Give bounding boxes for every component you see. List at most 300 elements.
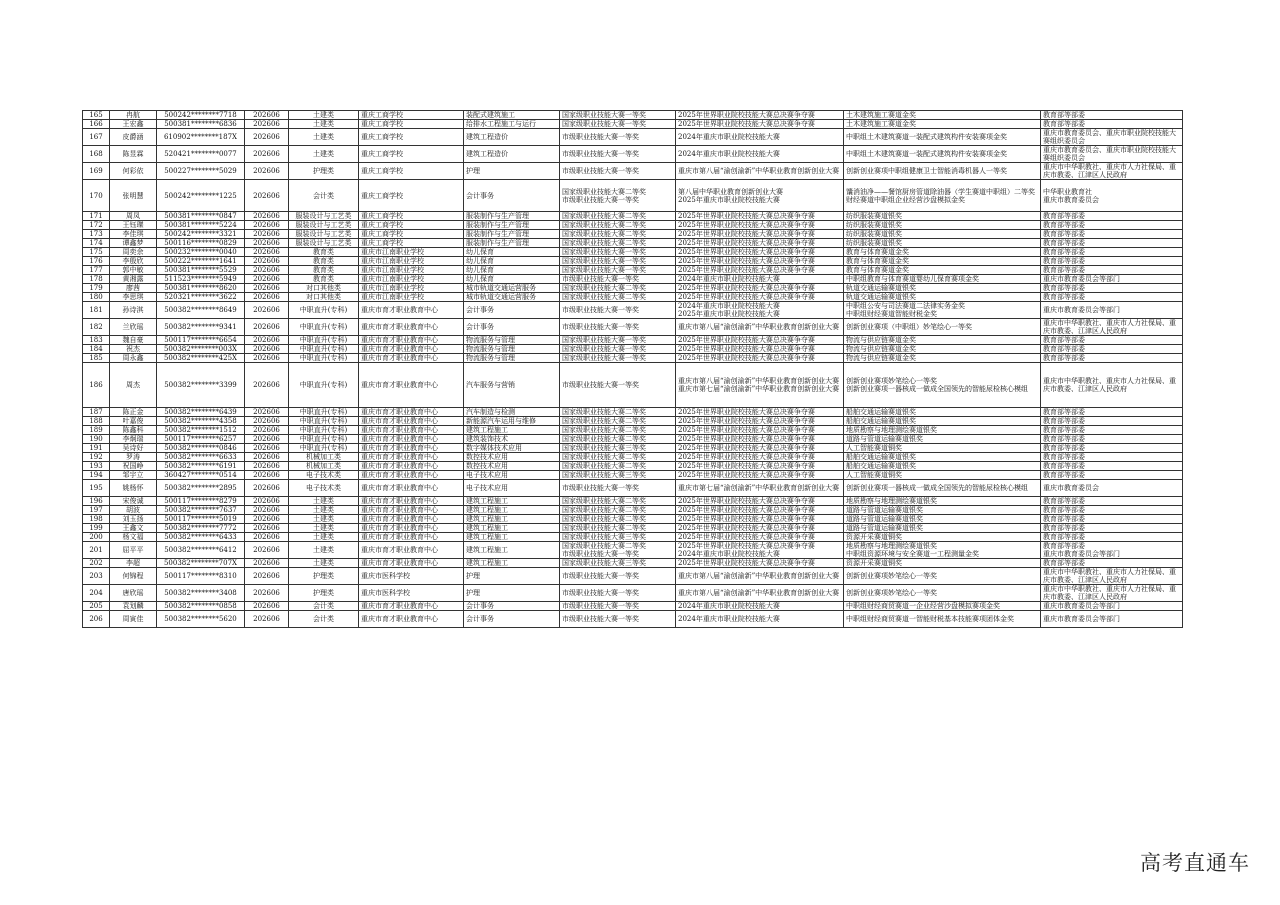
cell-id-number: 500117********8279 bbox=[157, 497, 245, 506]
cell-organizer: 重庆市中华职教社、重庆市人力社保局、重庆市教委、江津区人民政府 bbox=[1041, 319, 1183, 336]
cell-school: 重庆市育才职业教育中心 bbox=[359, 602, 464, 611]
cell-major: 建筑工程造价 bbox=[464, 129, 560, 146]
cell-organizer: 教育部等部委 bbox=[1041, 417, 1183, 426]
cell-id-number: 500381********5529 bbox=[157, 266, 245, 275]
cell-organizer: 重庆市教育委员会、重庆市职业院校技能大赛组织委员会 bbox=[1041, 146, 1183, 163]
cell-event: 2025年世界职业院校技能大赛总决赛争夺赛 bbox=[676, 221, 844, 230]
table-row bbox=[83, 568, 1183, 585]
cell-school: 重庆市育才职业教育中心 bbox=[359, 453, 464, 462]
table-row bbox=[83, 163, 1183, 180]
cell-award-level: 国家级职业技能大赛三等奖 bbox=[560, 444, 676, 453]
cell-track-award: 物流与供应链赛道金奖 bbox=[844, 354, 1041, 363]
cell-organizer: 教育部等部委 bbox=[1041, 212, 1183, 221]
cell-name: 黄湘露 bbox=[110, 275, 157, 284]
cell-major: 服装制作与生产管理 bbox=[464, 239, 560, 248]
cell-event: 2025年世界职业院校技能大赛总决赛争夺赛 bbox=[676, 212, 844, 221]
cell-event: 2025年世界职业院校技能大赛总决赛争夺赛 bbox=[676, 111, 844, 120]
cell-award-level: 国家级职业技能大赛二等奖 bbox=[560, 212, 676, 221]
cell-major: 物流服务与管理 bbox=[464, 345, 560, 354]
cell-id-number: 500382********2895 bbox=[157, 480, 245, 497]
cell-id-number: 500382********425X bbox=[157, 354, 245, 363]
cell-id-number: 500381********0847 bbox=[157, 212, 245, 221]
cell-name: 兰欣瑶 bbox=[110, 319, 157, 336]
cell-organizer: 教育部等部委 bbox=[1041, 462, 1183, 471]
cell-major: 物流服务与管理 bbox=[464, 354, 560, 363]
cell-school: 重庆市育才职业教育中心 bbox=[359, 524, 464, 533]
cell-name: 唐欣瑶 bbox=[110, 585, 157, 602]
cell-organizer: 重庆市教育委员会、重庆市职业院校技能大赛组织委员会 bbox=[1041, 129, 1183, 146]
cell-major: 城市轨道交通运营服务 bbox=[464, 293, 560, 302]
cell-name: 袁划麟 bbox=[110, 602, 157, 611]
cell-number: 165 bbox=[83, 111, 110, 120]
cell-track-award: 道路与管道运输赛道银奖 bbox=[844, 506, 1041, 515]
cell-number: 174 bbox=[83, 239, 110, 248]
cell-track-award: 人工智能赛道铜奖 bbox=[844, 471, 1041, 480]
cell-number: 181 bbox=[83, 302, 110, 319]
cell-year: 202606 bbox=[245, 542, 289, 559]
cell-event: 2025年世界职业院校技能大赛总决赛争夺赛 bbox=[676, 248, 844, 257]
cell-id-number: 500382********707X bbox=[157, 559, 245, 568]
cell-track-award: 物流与供应链赛道金奖 bbox=[844, 345, 1041, 354]
table-row bbox=[83, 111, 1183, 120]
cell-event: 2024年重庆市职业院校技能大赛 bbox=[676, 602, 844, 611]
cell-name: 姚杨怀 bbox=[110, 480, 157, 497]
cell-name: 张明慧 bbox=[110, 180, 157, 212]
cell-category: 机械加工类 bbox=[289, 453, 359, 462]
cell-number: 198 bbox=[83, 515, 110, 524]
cell-award-level: 国家级职业技能大赛二等奖 bbox=[560, 417, 676, 426]
cell-category: 土建类 bbox=[289, 515, 359, 524]
cell-year: 202606 bbox=[245, 408, 289, 417]
cell-category: 土建类 bbox=[289, 120, 359, 129]
cell-organizer: 重庆市中华职教社、重庆市人力社保局、重庆市教委、江津区人民政府 bbox=[1041, 363, 1183, 408]
cell-school: 重庆市育才职业教育中心 bbox=[359, 506, 464, 515]
cell-number: 180 bbox=[83, 293, 110, 302]
table-row bbox=[83, 462, 1183, 471]
cell-major: 给排水工程施工与运行 bbox=[464, 120, 560, 129]
cell-year: 202606 bbox=[245, 559, 289, 568]
cell-id-number: 500227********5029 bbox=[157, 163, 245, 180]
cell-award-level: 国家级职业技能大赛二等奖 市级职业技能大赛一等奖 bbox=[560, 180, 676, 212]
cell-id-number: 500382********6433 bbox=[157, 533, 245, 542]
table-row bbox=[83, 275, 1183, 284]
cell-award-level: 国家级职业技能大赛二等奖 bbox=[560, 239, 676, 248]
cell-organizer: 教育部等部委 重庆市教育委员会等部门 bbox=[1041, 542, 1183, 559]
cell-track-award: 纺织服装赛道银奖 bbox=[844, 212, 1041, 221]
cell-event: 2025年世界职业院校技能大赛总决赛争夺赛 bbox=[676, 408, 844, 417]
table-row bbox=[83, 506, 1183, 515]
cell-category: 服装设计与工艺类 bbox=[289, 239, 359, 248]
cell-event: 重庆市第八届“渝创渝新”中华职业教育创新创业大赛 bbox=[676, 585, 844, 602]
cell-award-level: 市级职业技能大赛一等奖 bbox=[560, 585, 676, 602]
cell-award-level: 国家级职业技能大赛一等奖 bbox=[560, 248, 676, 257]
cell-organizer: 教育部等部委 bbox=[1041, 506, 1183, 515]
cell-school: 重庆市医科学校 bbox=[359, 585, 464, 602]
cell-event: 2025年世界职业院校技能大赛总决赛争夺赛 bbox=[676, 293, 844, 302]
cell-number: 169 bbox=[83, 163, 110, 180]
cell-school: 重庆工商学校 bbox=[359, 120, 464, 129]
cell-id-number: 500382********4358 bbox=[157, 417, 245, 426]
cell-event: 2025年世界职业院校技能大赛总决赛争夺赛 bbox=[676, 345, 844, 354]
cell-name: 魏自豪 bbox=[110, 336, 157, 345]
cell-award-level: 国家级职业技能大赛三等奖 bbox=[560, 533, 676, 542]
cell-id-number: 500382********6633 bbox=[157, 453, 245, 462]
cell-number: 179 bbox=[83, 284, 110, 293]
cell-id-number: 500382********1512 bbox=[157, 426, 245, 435]
cell-organizer: 教育部等部委 bbox=[1041, 524, 1183, 533]
table-row bbox=[83, 602, 1183, 611]
cell-school: 重庆市育才职业教育中心 bbox=[359, 515, 464, 524]
cell-year: 202606 bbox=[245, 345, 289, 354]
table-row bbox=[83, 515, 1183, 524]
cell-number: 173 bbox=[83, 230, 110, 239]
cell-event: 2025年世界职业院校技能大赛总决赛争夺赛 bbox=[676, 462, 844, 471]
cell-category: 服装设计与工艺类 bbox=[289, 221, 359, 230]
table-row bbox=[83, 336, 1183, 345]
cell-award-level: 市级职业技能大赛一等奖 bbox=[560, 363, 676, 408]
cell-category: 土建类 bbox=[289, 533, 359, 542]
cell-id-number: 360427********0514 bbox=[157, 471, 245, 480]
cell-track-award: 中职组土木建筑赛道一装配式建筑构件安装赛项金奖 bbox=[844, 129, 1041, 146]
cell-school: 重庆市育才职业教育中心 bbox=[359, 542, 464, 559]
table-row bbox=[83, 319, 1183, 336]
cell-id-number: 500242********7718 bbox=[157, 111, 245, 120]
cell-id-number: 500381********5224 bbox=[157, 221, 245, 230]
cell-year: 202606 bbox=[245, 585, 289, 602]
cell-number: 205 bbox=[83, 602, 110, 611]
cell-major: 会计事务 bbox=[464, 302, 560, 319]
cell-track-award: 船舶交通运输赛道银奖 bbox=[844, 462, 1041, 471]
cell-award-level: 国家级职业技能大赛二等奖 bbox=[560, 506, 676, 515]
cell-category: 土建类 bbox=[289, 111, 359, 120]
cell-organizer: 教育部等部委 bbox=[1041, 120, 1183, 129]
cell-category: 中职直升(专科) bbox=[289, 363, 359, 408]
cell-number: 194 bbox=[83, 471, 110, 480]
cell-award-level: 国家级职业技能大赛二等奖 bbox=[560, 524, 676, 533]
cell-organizer: 教育部等部委 bbox=[1041, 354, 1183, 363]
cell-track-award: 教育与体育赛道金奖 bbox=[844, 257, 1041, 266]
cell-event: 重庆市第七届“渝创渝新”中华职业教育创新创业大赛 bbox=[676, 480, 844, 497]
cell-award-level: 国家级职业技能大赛二等奖 bbox=[560, 435, 676, 444]
cell-major: 建筑工程施工 bbox=[464, 559, 560, 568]
cell-name: 李超 bbox=[110, 559, 157, 568]
cell-year: 202606 bbox=[245, 524, 289, 533]
cell-major: 数字媒体技术应用 bbox=[464, 444, 560, 453]
cell-year: 202606 bbox=[245, 515, 289, 524]
cell-track-award: 中职组财经商贸赛道一智能财税基本技能赛项团体金奖 bbox=[844, 611, 1041, 628]
cell-school: 重庆市育才职业教育中心 bbox=[359, 435, 464, 444]
cell-organizer: 教育部等部委 bbox=[1041, 497, 1183, 506]
cell-major: 护理 bbox=[464, 585, 560, 602]
cell-award-level: 国家级职业技能大赛二等奖 bbox=[560, 284, 676, 293]
cell-organizer: 重庆市教育委员会等部门 bbox=[1041, 275, 1183, 284]
cell-major: 建筑工程施工 bbox=[464, 542, 560, 559]
cell-number: 172 bbox=[83, 221, 110, 230]
cell-school: 重庆工商学校 bbox=[359, 146, 464, 163]
cell-major: 幼儿保育 bbox=[464, 266, 560, 275]
cell-name: 李炯瑞 bbox=[110, 435, 157, 444]
cell-year: 202606 bbox=[245, 302, 289, 319]
cell-award-level: 国家级职业技能大赛二等奖 bbox=[560, 497, 676, 506]
cell-school: 重庆市育才职业教育中心 bbox=[359, 363, 464, 408]
table-row bbox=[83, 354, 1183, 363]
cell-award-level: 国家级职业技能大赛一等奖 bbox=[560, 336, 676, 345]
cell-event: 2025年世界职业院校技能大赛总决赛争夺赛 bbox=[676, 471, 844, 480]
cell-organizer: 教育部等部委 bbox=[1041, 336, 1183, 345]
cell-organizer: 教育部等部委 bbox=[1041, 284, 1183, 293]
cell-category: 中职直升(专科) bbox=[289, 345, 359, 354]
cell-number: 182 bbox=[83, 319, 110, 336]
cell-id-number: 500117********8310 bbox=[157, 568, 245, 585]
cell-id-number: 500382********7637 bbox=[157, 506, 245, 515]
cell-number: 168 bbox=[83, 146, 110, 163]
cell-school: 重庆工商学校 bbox=[359, 230, 464, 239]
cell-category: 中职直升(专科) bbox=[289, 435, 359, 444]
cell-id-number: 500117********6654 bbox=[157, 336, 245, 345]
cell-event: 2025年世界职业院校技能大赛总决赛争夺赛 bbox=[676, 444, 844, 453]
cell-year: 202606 bbox=[245, 257, 289, 266]
cell-track-award: 地质勘察与地理测绘赛道银奖 bbox=[844, 497, 1041, 506]
cell-event: 2024年重庆市职业院校技能大赛 2025年重庆市职业院校技能大赛 bbox=[676, 302, 844, 319]
table-row bbox=[83, 284, 1183, 293]
cell-category: 中职直升(专科) bbox=[289, 417, 359, 426]
cell-track-award: 教育与体育赛道金奖 bbox=[844, 248, 1041, 257]
cell-category: 教育类 bbox=[289, 248, 359, 257]
cell-track-award: 创新创业赛项一器核成一做成全国领先的智能尿检核心模组 bbox=[844, 480, 1041, 497]
cell-year: 202606 bbox=[245, 417, 289, 426]
cell-major: 幼儿保育 bbox=[464, 257, 560, 266]
cell-id-number: 500382********8649 bbox=[157, 302, 245, 319]
cell-year: 202606 bbox=[245, 129, 289, 146]
cell-id-number: 500381********8620 bbox=[157, 284, 245, 293]
cell-award-level: 市级职业技能大赛一等奖 bbox=[560, 163, 676, 180]
cell-major: 幼儿保育 bbox=[464, 275, 560, 284]
table-row bbox=[83, 497, 1183, 506]
cell-number: 186 bbox=[83, 363, 110, 408]
cell-number: 196 bbox=[83, 497, 110, 506]
cell-major: 会计事务 bbox=[464, 611, 560, 628]
cell-year: 202606 bbox=[245, 266, 289, 275]
cell-track-award: 中职组土木建筑赛道一装配式建筑构件安装赛项金奖 bbox=[844, 146, 1041, 163]
cell-organizer: 教育部等部委 bbox=[1041, 453, 1183, 462]
cell-organizer: 教育部等部委 bbox=[1041, 239, 1183, 248]
cell-major: 服装制作与生产管理 bbox=[464, 221, 560, 230]
cell-category: 土建类 bbox=[289, 146, 359, 163]
cell-organizer: 教育部等部委 bbox=[1041, 533, 1183, 542]
cell-school: 重庆市育才职业教育中心 bbox=[359, 336, 464, 345]
cell-number: 206 bbox=[83, 611, 110, 628]
cell-id-number: 610902********187X bbox=[157, 129, 245, 146]
cell-name: 罗涛 bbox=[110, 453, 157, 462]
cell-track-award: 创新创业赛项（中职组）妙笔绘心一等奖 bbox=[844, 319, 1041, 336]
cell-name: 廖茜 bbox=[110, 284, 157, 293]
cell-number: 199 bbox=[83, 524, 110, 533]
cell-year: 202606 bbox=[245, 248, 289, 257]
cell-major: 建筑工程造价 bbox=[464, 146, 560, 163]
cell-track-award: 中职组公安与司法赛道二法律实务金奖 中职组财经赛道智能财税金奖 bbox=[844, 302, 1041, 319]
cell-number: 189 bbox=[83, 426, 110, 435]
cell-id-number: 500382********9341 bbox=[157, 319, 245, 336]
cell-number: 185 bbox=[83, 354, 110, 363]
cell-school: 重庆市育才职业教育中心 bbox=[359, 462, 464, 471]
cell-name: 祝杰 bbox=[110, 345, 157, 354]
cell-category: 中职直升(专科) bbox=[289, 354, 359, 363]
cell-track-award: 道路与管道运输赛道银奖 bbox=[844, 524, 1041, 533]
cell-id-number: 500382********6191 bbox=[157, 462, 245, 471]
cell-category: 土建类 bbox=[289, 559, 359, 568]
cell-name: 冉航 bbox=[110, 111, 157, 120]
cell-name: 周永鑫 bbox=[110, 354, 157, 363]
cell-school: 重庆工商学校 bbox=[359, 111, 464, 120]
cell-major: 护理 bbox=[464, 568, 560, 585]
cell-event: 2025年世界职业院校技能大赛总决赛争夺赛 bbox=[676, 417, 844, 426]
cell-category: 电子技术类 bbox=[289, 471, 359, 480]
cell-number: 204 bbox=[83, 585, 110, 602]
cell-number: 178 bbox=[83, 275, 110, 284]
cell-school: 重庆市江南职业学校 bbox=[359, 275, 464, 284]
cell-year: 202606 bbox=[245, 284, 289, 293]
cell-category: 教育类 bbox=[289, 266, 359, 275]
cell-school: 重庆市育才职业教育中心 bbox=[359, 497, 464, 506]
table-row bbox=[83, 293, 1183, 302]
cell-award-level: 国家级职业技能大赛二等奖 bbox=[560, 230, 676, 239]
table-row bbox=[83, 266, 1183, 275]
cell-major: 数控技术应用 bbox=[464, 462, 560, 471]
cell-award-level: 国家级职业技能大赛二等奖 bbox=[560, 221, 676, 230]
cell-major: 数控技术应用 bbox=[464, 453, 560, 462]
cell-award-level: 国家级职业技能大赛二等奖 bbox=[560, 408, 676, 417]
cell-category: 中职直升(专科) bbox=[289, 408, 359, 417]
cell-year: 202606 bbox=[245, 426, 289, 435]
cell-major: 服装制作与生产管理 bbox=[464, 212, 560, 221]
cell-category: 教育类 bbox=[289, 275, 359, 284]
cell-award-level: 市级职业技能大赛一等奖 bbox=[560, 146, 676, 163]
table-row bbox=[83, 417, 1183, 426]
cell-event: 重庆市第八届“渝创渝新”中华职业教育创新创业大赛 bbox=[676, 568, 844, 585]
cell-category: 护理类 bbox=[289, 163, 359, 180]
cell-school: 重庆市育才职业教育中心 bbox=[359, 417, 464, 426]
cell-id-number: 500382********5620 bbox=[157, 611, 245, 628]
cell-organizer: 教育部等部委 bbox=[1041, 257, 1183, 266]
cell-year: 202606 bbox=[245, 146, 289, 163]
cell-major: 装配式建筑施工 bbox=[464, 111, 560, 120]
cell-id-number: 500222********1641 bbox=[157, 257, 245, 266]
cell-award-level: 市级职业技能大赛一等奖 bbox=[560, 480, 676, 497]
cell-track-award: 纺织服装赛道银奖 bbox=[844, 221, 1041, 230]
cell-year: 202606 bbox=[245, 163, 289, 180]
cell-event: 第八届中华职业教育创新创业大赛 2025年重庆市职业院校技能大赛 bbox=[676, 180, 844, 212]
cell-year: 202606 bbox=[245, 435, 289, 444]
cell-name: 屈平平 bbox=[110, 542, 157, 559]
cell-name: 孙诗淇 bbox=[110, 302, 157, 319]
cell-event: 2025年世界职业院校技能大赛总决赛争夺赛 bbox=[676, 239, 844, 248]
cell-year: 202606 bbox=[245, 480, 289, 497]
cell-year: 202606 bbox=[245, 568, 289, 585]
cell-organizer: 教育部等部委 bbox=[1041, 559, 1183, 568]
cell-name: 吴诗好 bbox=[110, 444, 157, 453]
cell-organizer: 教育部等部委 bbox=[1041, 293, 1183, 302]
table-row bbox=[83, 444, 1183, 453]
table-row bbox=[83, 453, 1183, 462]
cell-organizer: 教育部等部委 bbox=[1041, 345, 1183, 354]
cell-award-level: 国家级职业技能大赛二等奖 市级职业技能大赛一等奖 bbox=[560, 542, 676, 559]
cell-category: 电子技术类 bbox=[289, 480, 359, 497]
cell-category: 对口其他类 bbox=[289, 284, 359, 293]
cell-organizer: 教育部等部委 bbox=[1041, 266, 1183, 275]
cell-category: 土建类 bbox=[289, 542, 359, 559]
cell-name: 李思琪 bbox=[110, 293, 157, 302]
cell-category: 土建类 bbox=[289, 524, 359, 533]
cell-major: 幼儿保育 bbox=[464, 248, 560, 257]
cell-major: 建筑工程施工 bbox=[464, 515, 560, 524]
cell-track-award: 轨道交通运输赛道银奖 bbox=[844, 284, 1041, 293]
cell-school: 重庆工商学校 bbox=[359, 221, 464, 230]
cell-major: 建筑工程施工 bbox=[464, 426, 560, 435]
cell-name: 叶嘉俊 bbox=[110, 417, 157, 426]
cell-major: 建筑装饰技术 bbox=[464, 435, 560, 444]
table-row bbox=[83, 120, 1183, 129]
table-row bbox=[83, 408, 1183, 417]
cell-name: 陈昱霖 bbox=[110, 146, 157, 163]
cell-event: 2025年世界职业院校技能大赛总决赛争夺赛 bbox=[676, 284, 844, 293]
cell-organizer: 教育部等部委 bbox=[1041, 426, 1183, 435]
table-row bbox=[83, 471, 1183, 480]
cell-major: 建筑工程施工 bbox=[464, 533, 560, 542]
cell-event: 2025年世界职业院校技能大赛总决赛争夺赛 bbox=[676, 515, 844, 524]
cell-organizer: 教育部等部委 bbox=[1041, 444, 1183, 453]
cell-school: 重庆工商学校 bbox=[359, 129, 464, 146]
cell-event: 2025年世界职业院校技能大赛总决赛争夺赛 bbox=[676, 435, 844, 444]
cell-name: 周杰 bbox=[110, 363, 157, 408]
cell-track-award: 资源开采赛道铜奖 bbox=[844, 533, 1041, 542]
cell-school: 重庆市育才职业教育中心 bbox=[359, 354, 464, 363]
cell-organizer: 教育部等部委 bbox=[1041, 435, 1183, 444]
cell-track-award: 馕消油净——餐馆厨房管道除油器（学生赛道中职组）二等奖 财经赛道中职组企业经营沙盘模拟金奖 bbox=[844, 180, 1041, 212]
cell-year: 202606 bbox=[245, 230, 289, 239]
cell-year: 202606 bbox=[245, 120, 289, 129]
cell-award-level: 国家级职业技能大赛二等奖 bbox=[560, 515, 676, 524]
cell-major: 建筑工程施工 bbox=[464, 506, 560, 515]
cell-number: 193 bbox=[83, 462, 110, 471]
cell-major: 城市轨道交通运营服务 bbox=[464, 284, 560, 293]
cell-major: 新能源汽车运用与维修 bbox=[464, 417, 560, 426]
cell-category: 对口其他类 bbox=[289, 293, 359, 302]
cell-id-number: 500242********1225 bbox=[157, 180, 245, 212]
cell-name: 王宏鑫 bbox=[110, 120, 157, 129]
table-row bbox=[83, 426, 1183, 435]
cell-track-award: 船舶交通运输赛道银奖 bbox=[844, 453, 1041, 462]
table-row bbox=[83, 533, 1183, 542]
cell-event: 重庆市第八届“渝创渝新”中华职业教育创新创业大赛 重庆市第七届“渝创渝新”中华职业教育创新创业大赛 bbox=[676, 363, 844, 408]
cell-award-level: 国家级职业技能大赛一等奖 bbox=[560, 266, 676, 275]
cell-number: 202 bbox=[83, 559, 110, 568]
cell-id-number: 500117********6257 bbox=[157, 435, 245, 444]
cell-award-level: 国家级职业技能大赛一等奖 bbox=[560, 345, 676, 354]
cell-year: 202606 bbox=[245, 221, 289, 230]
cell-name: 宋俊诚 bbox=[110, 497, 157, 506]
table-row bbox=[83, 345, 1183, 354]
cell-award-level: 国家级职业技能大赛二等奖 bbox=[560, 426, 676, 435]
cell-track-award: 道路与管道运输赛道银奖 bbox=[844, 435, 1041, 444]
table-row bbox=[83, 230, 1183, 239]
table-row bbox=[83, 180, 1183, 212]
cell-major: 物流服务与管理 bbox=[464, 336, 560, 345]
cell-number: 177 bbox=[83, 266, 110, 275]
cell-track-award: 纺织服装赛道银奖 bbox=[844, 230, 1041, 239]
cell-name: 周寅佳 bbox=[110, 611, 157, 628]
cell-school: 重庆市育才职业教育中心 bbox=[359, 559, 464, 568]
cell-track-award: 船舶交通运输赛道银奖 bbox=[844, 408, 1041, 417]
